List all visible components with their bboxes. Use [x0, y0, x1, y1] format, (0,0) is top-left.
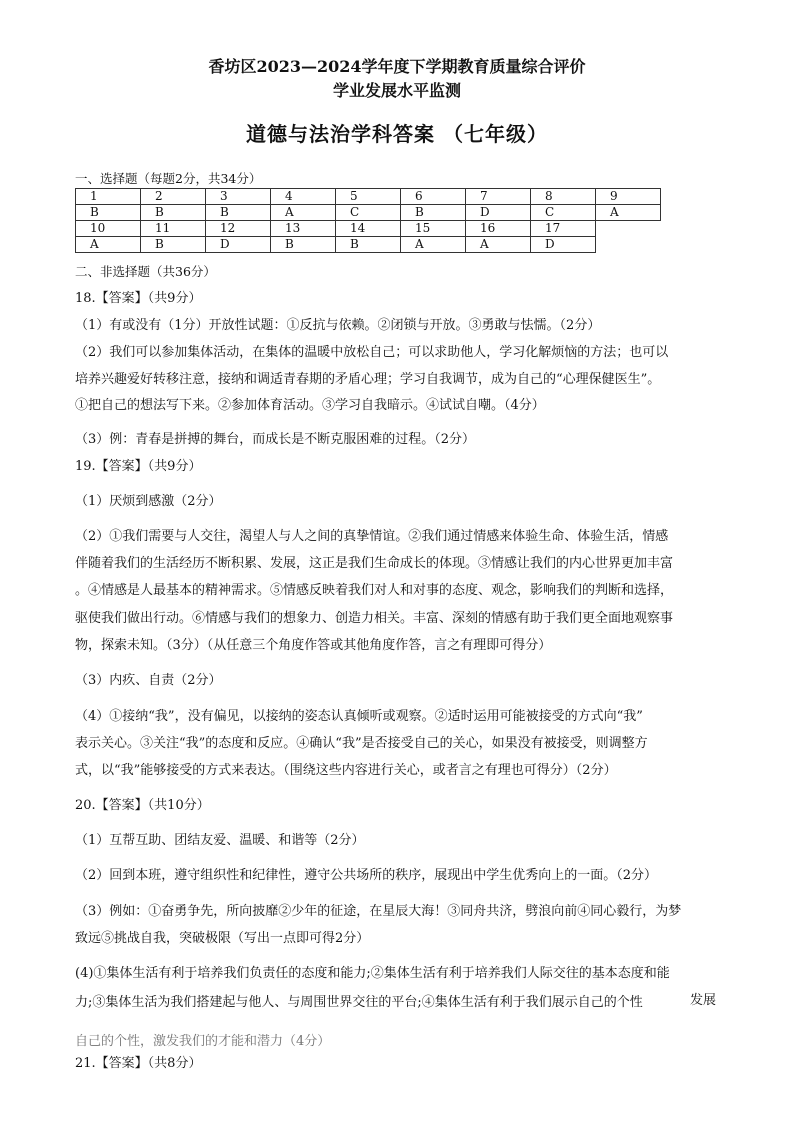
q20-answer-4-line3-clipped: 自己的个性，激发我们的才能和潜力（4分）	[75, 1034, 331, 1049]
exam-title-line2: 学业发展水平监测	[332, 81, 461, 100]
table-cell-empty	[596, 221, 661, 237]
table-cell: B	[401, 205, 466, 221]
table-row	[76, 205, 661, 221]
q20-answer-3-line1: （3）例如：①奋勇争先，所向披靡②少年的征途，在星辰大海！③同舟共济，劈浪向前④同心毅行，为梦	[75, 904, 682, 919]
q20-answer-3-line2: 致远⑤挑战自我，突破极限（写出一点即可得2分）	[75, 931, 370, 946]
table-cell: A	[401, 237, 466, 253]
table-cell: B	[76, 205, 141, 221]
q20-label: 20.【答案】（共10分）	[75, 798, 210, 813]
table-cell: 1	[76, 189, 141, 205]
table-cell: 10	[76, 221, 141, 237]
q19-answer-4-line1: （4）①接纳“我”，没有偏见，以接纳的姿态认真倾听或观察。②适时运用可能被接受的方式向“我”	[75, 709, 643, 724]
q19-answer-1: （1）厌烦到感激（2分）	[75, 494, 222, 509]
q19-answer-2-line4: 驱使我们做出行动。⑥情感与我们的想象力、创造力相关。丰富、深刻的情感有助于我们更全面地观察事	[75, 611, 674, 626]
q18-label: 18.【答案】（共9分）	[75, 291, 202, 306]
table-cell: 13	[271, 221, 336, 237]
table-cell: 5	[336, 189, 401, 205]
q18-answer-3: （3）例：青春是拼搏的舞台，而成长是不断克服困难的过程。（2分）	[75, 432, 476, 447]
table-cell: 6	[401, 189, 466, 205]
table-cell: B	[206, 205, 271, 221]
table-cell: D	[206, 237, 271, 253]
part1-heading: 一、选择题（每题2分，共34分）	[75, 171, 262, 186]
table-cell: B	[336, 237, 401, 253]
q19-answer-2-line1: （2）①我们需要与人交往，渴望人与人之间的真挚情谊。②我们通过情感来体验生命、体验生活，情感	[75, 529, 669, 544]
q19-answer-2-line2: 伴随着我们的生活经历不断积累、发展，这正是我们生命成长的体现。③情感让我们的内心世界更加丰富	[75, 556, 674, 571]
table-cell: 16	[466, 221, 531, 237]
q19-answer-4-line2: 表示关心。③关注“我”的态度和反应。④确认“我”是否接受自己的关心，如果没有被接受，则调整方	[75, 736, 648, 751]
q20-answer-2: （2）回到本班，遵守组织性和纪律性，遵守公共场所的秩序，展现出中学生优秀向上的一面。（2分）	[75, 868, 658, 883]
q19-label: 19.【答案】（共9分）	[75, 459, 202, 474]
table-cell: B	[271, 237, 336, 253]
table-cell: D	[531, 237, 596, 253]
q20-answer-4-tail: 发展	[690, 993, 717, 1008]
q18-answer-2-line2: 培养兴趣爱好转移注意，接纳和调适青春期的矛盾心理；学习自我调节，成为自己的“心理保健医生”。	[75, 372, 661, 387]
q19-answer-4-line3: 式，以“我”能够接受的方式来表达。（围绕这些内容进行关心，或者言之有理也可得分）（2分）	[75, 763, 617, 778]
table-cell: 11	[141, 221, 206, 237]
table-cell: 17	[531, 221, 596, 237]
choice-answer-table	[75, 188, 661, 253]
table-row	[76, 237, 661, 253]
table-row	[76, 221, 661, 237]
table-cell: 12	[206, 221, 271, 237]
table-cell: 4	[271, 189, 336, 205]
part2-heading: 二、非选择题（共36分）	[75, 264, 216, 279]
q20-answer-4-line2-clipped: 力;③集体生活为我们搭建起与他人、与周围世界交往的平台;④集体生活有利于我们展示自己的个性	[75, 995, 643, 1010]
q20-answer-1: （1）互帮互助、团结友爱、温暖、和谐等（2分）	[75, 833, 365, 848]
table-cell: 7	[466, 189, 531, 205]
table-cell: C	[336, 205, 401, 221]
q18-answer-2-line3: ①把自己的想法写下来。②参加体育活动。③学习自我暗示。④试试自嘲。（4分）	[75, 398, 545, 413]
table-cell: 14	[336, 221, 401, 237]
exam-title-line1: 香坊区2023—2024学年度下学期教育质量综合评价	[208, 57, 586, 76]
table-cell: A	[466, 237, 531, 253]
table-cell: A	[271, 205, 336, 221]
table-cell: 8	[531, 189, 596, 205]
table-cell-empty	[596, 237, 661, 253]
q18-answer-2-line1: （2）我们可以参加集体活动，在集体的温暖中放松自己；可以求助他人，学习化解烦恼的方法；也可以	[75, 345, 669, 360]
table-row	[76, 189, 661, 205]
table-cell: 3	[206, 189, 271, 205]
q20-answer-4-line1: (4)①集体生活有利于培养我们负责任的态度和能力;②集体生活有利于培养我们人际交往的基本态度和能	[75, 966, 670, 981]
table-cell: B	[141, 205, 206, 221]
table-cell: 9	[596, 189, 661, 205]
q19-answer-2-line5: 物，探索未知。（3分）（从任意三个角度作答或其他角度作答，言之有理即可得分）	[75, 638, 552, 653]
table-cell: A	[76, 237, 141, 253]
table-cell: A	[596, 205, 661, 221]
q19-answer-2-line3: 。④情感是人最基本的精神需求。⑤情感反映着我们对人和对事的态度、观念，影响我们的判断和选择，	[75, 583, 674, 598]
table-cell: 2	[141, 189, 206, 205]
q18-answer-1: （1）有或没有（1分）开放性试题：①反抗与依赖。②闭锁与开放。③勇敢与怯懦。（2分）	[75, 318, 601, 333]
table-cell: B	[141, 237, 206, 253]
table-cell: C	[531, 205, 596, 221]
q21-label: 21.【答案】（共8分）	[75, 1056, 202, 1071]
table-cell: D	[466, 205, 531, 221]
exam-subject-title: 道德与法治学科答案 （七年级）	[246, 122, 548, 146]
q19-answer-3: （3）内疚、自责（2分）	[75, 673, 222, 688]
table-cell: 15	[401, 221, 466, 237]
